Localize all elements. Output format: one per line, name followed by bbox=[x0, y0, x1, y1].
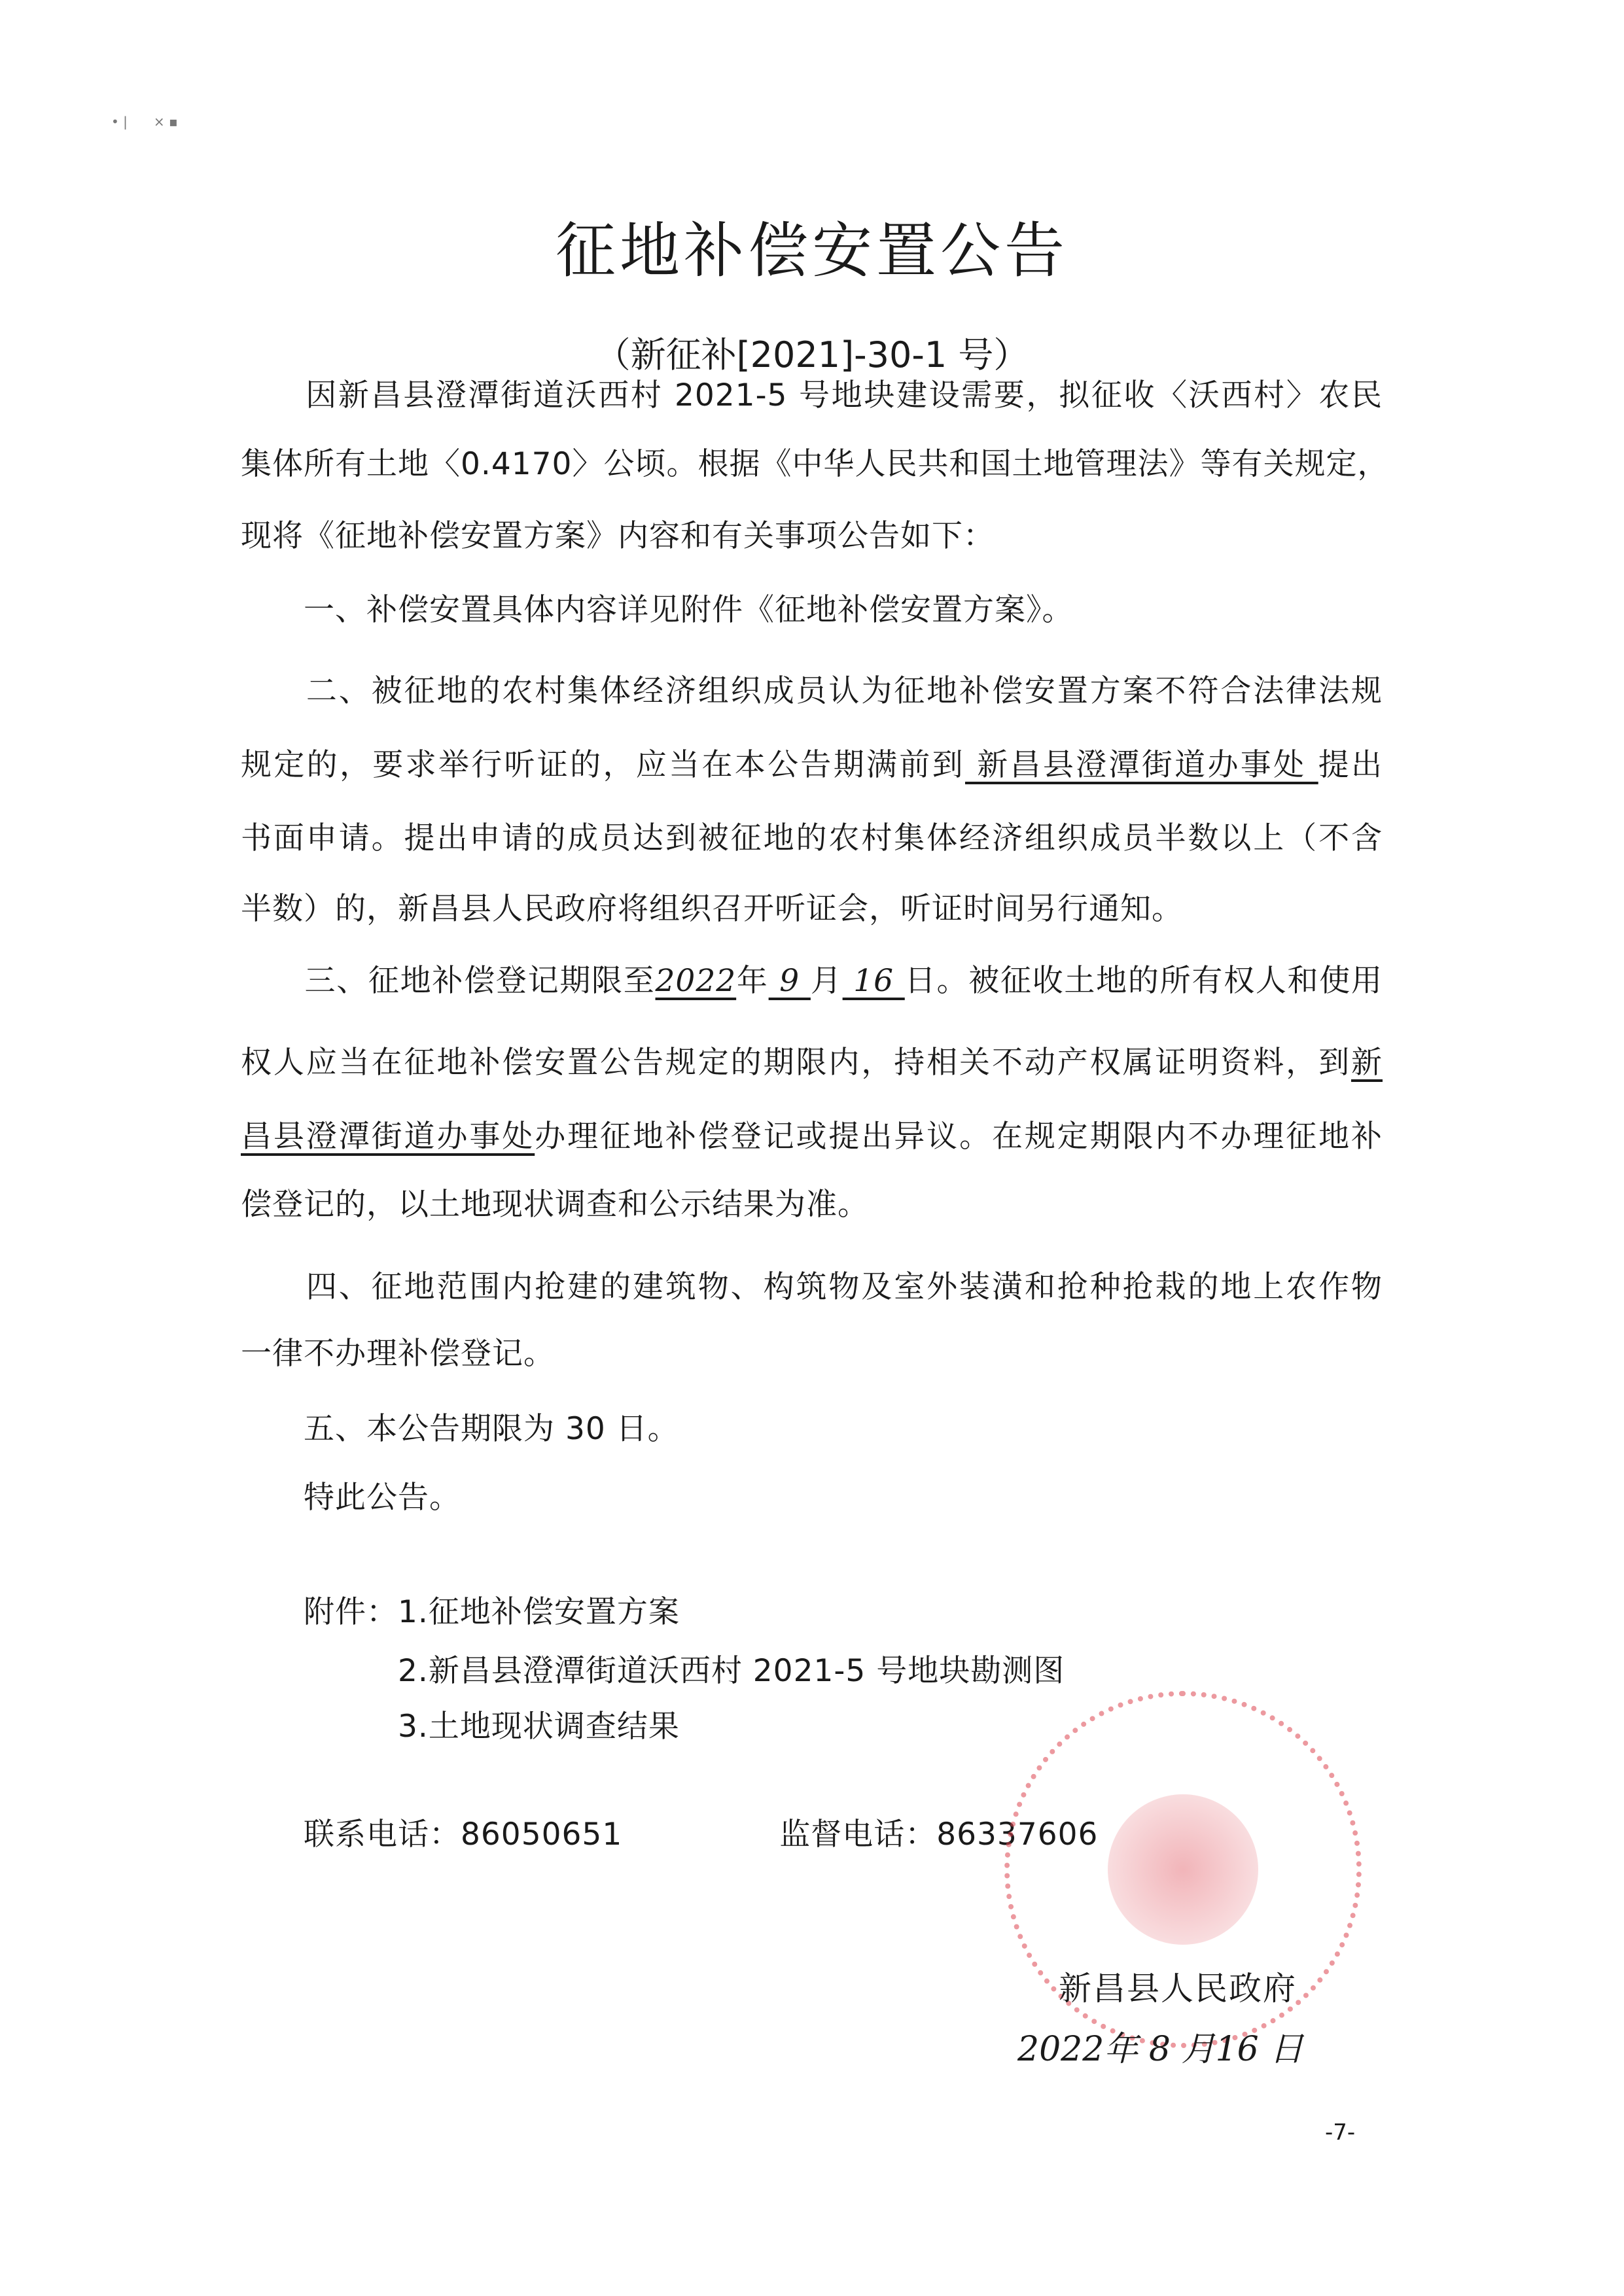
text-line bbox=[241, 803, 1383, 875]
text-line bbox=[241, 500, 1383, 572]
text-segment: 集体所有土地〈0.4170〉公顷。根据《中华人民共和国土地管理法》等有关规定， bbox=[241, 446, 1389, 482]
text-segment: 半数）的，新昌县人民政府将组织召开听证会，听证时间另行通知。 bbox=[241, 891, 1183, 927]
text-line bbox=[241, 1462, 1383, 1534]
text-segment: 月 bbox=[810, 963, 843, 999]
text-line bbox=[241, 1101, 1383, 1173]
text-segment: 一、补偿安置具体内容详见附件《征地补偿安置方案》。 bbox=[241, 592, 1074, 628]
handwritten-entry: 16 bbox=[842, 963, 905, 999]
text-line bbox=[241, 360, 1383, 432]
issue-date: 2022年 8 月16 日 bbox=[1017, 2030, 1304, 2069]
underlined-text: 新 bbox=[1351, 1045, 1383, 1081]
document-number: （新征补[2021]-30-1 号） bbox=[595, 334, 1029, 375]
text-segment: 因新昌县澄潭街道沃西村 2021-5 号地块建设需要，拟征收〈沃西村〉农民 bbox=[241, 377, 1383, 413]
text-line bbox=[241, 655, 1383, 727]
text-line bbox=[241, 1251, 1383, 1323]
text-segment: 二、被征地的农村集体经济组织成员认为征地补偿安置方案不符合法律法规 bbox=[241, 673, 1383, 709]
text-segment: 一律不办理补偿登记。 bbox=[241, 1336, 555, 1372]
text-line bbox=[241, 1318, 1383, 1390]
text-segment: 办理征地补偿登记或提出异议。在规定期限内不办理征地补 bbox=[535, 1119, 1383, 1155]
text-segment: 规定的，要求举行听证的，应当在本公告期满前到 bbox=[241, 747, 965, 783]
text-line bbox=[241, 729, 1383, 801]
text-segment: 书面申请。提出申请的成员达到被征地的农村集体经济组织成员半数以上（不含 bbox=[241, 820, 1383, 856]
page-title: 征地补偿安置公告 bbox=[555, 216, 1068, 286]
page-number: -7- bbox=[1325, 2119, 1356, 2146]
text-segment: 现将《征地补偿安置方案》内容和有关事项公告如下： bbox=[241, 518, 995, 554]
seal-emblem-icon bbox=[1108, 1794, 1258, 1945]
text-segment: 附件：1.征地补偿安置方案 bbox=[241, 1594, 680, 1630]
handwritten-entry: 9 bbox=[768, 963, 811, 999]
text-line bbox=[241, 574, 1383, 646]
text-segment: 年 bbox=[736, 963, 769, 999]
text-line bbox=[241, 428, 1389, 500]
text-segment: 2.新昌县澄潭街道沃西村 2021-5 号地块勘测图 bbox=[241, 1653, 1065, 1689]
underlined-text: 新昌县澄潭街道办事处 bbox=[964, 747, 1318, 783]
text-segment: 三、征地补偿登记期限至 bbox=[241, 963, 656, 999]
text-segment: 五、本公告期限为 30 日。 bbox=[241, 1411, 679, 1447]
text-segment: 权人应当在征地补偿安置公告规定的期限内，持相关不动产权属证明资料，到 bbox=[241, 1045, 1351, 1081]
text-segment: 日。被征收土地的所有权人和使用 bbox=[904, 963, 1383, 999]
text-segment: 偿登记的，以土地现状调查和公示结果为准。 bbox=[241, 1187, 869, 1223]
issuing-organization: 新昌县人民政府 bbox=[1059, 1970, 1297, 2008]
text-line bbox=[241, 1393, 1383, 1465]
handwritten-entry: 2022 bbox=[655, 963, 737, 999]
underlined-text: 昌县澄潭街道办事处 bbox=[241, 1119, 535, 1155]
text-line bbox=[241, 945, 1383, 1017]
text-line bbox=[241, 1027, 1383, 1099]
text-segment: 3.土地现状调查结果 bbox=[241, 1709, 680, 1745]
text-segment: 特此公告。 bbox=[241, 1480, 461, 1516]
text-line bbox=[241, 873, 1383, 945]
text-segment: 四、征地范围内抢建的建筑物、构筑物及室外装潢和抢种抢栽的地上农作物 bbox=[241, 1269, 1383, 1305]
text-segment: 联系电话：86050651 监督电话：86337606 bbox=[241, 1817, 1099, 1852]
text-line bbox=[241, 1169, 1383, 1241]
text-segment: 提出 bbox=[1318, 747, 1383, 783]
scan-marks: • | × ▪ bbox=[111, 114, 178, 130]
